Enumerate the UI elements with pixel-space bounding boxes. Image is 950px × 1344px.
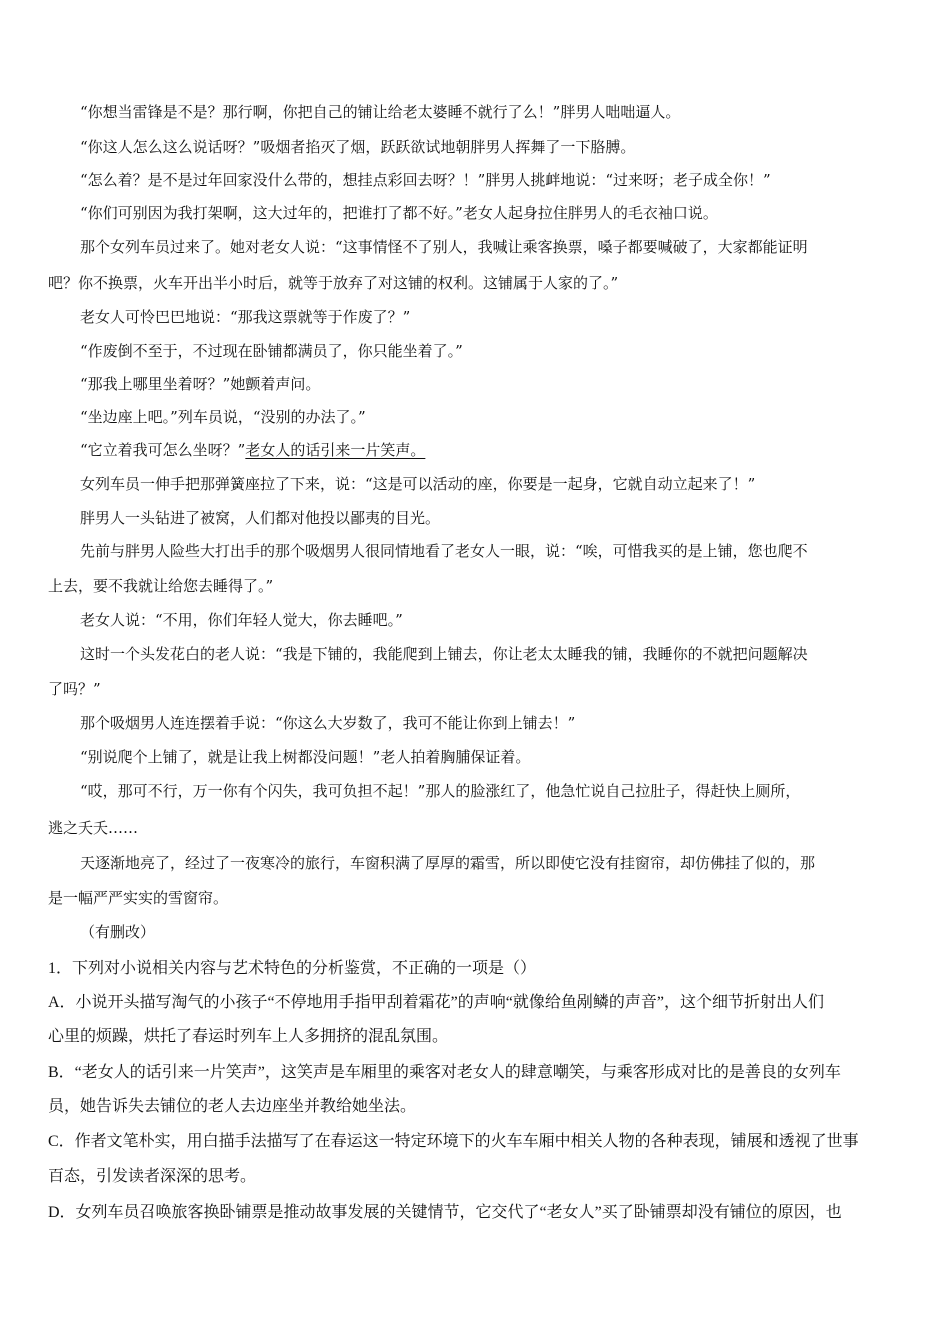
option-b: B．“老女人的话引来一片笑声”，这笑声是车厢里的乘客对老女人的肆意嘲笑，与乘客形成对比的是善良的女列车 (48, 1064, 841, 1081)
story-paragraph-continued: 逃之夭夭…… (48, 819, 139, 837)
story-paragraph: “别说爬个上铺了，就是让我上树都没问题！”老人拍着胸脯保证着。 (80, 748, 531, 766)
story-paragraph: “哎，那可不行，万一你有个闪失，我可负担不起！”那人的脸涨红了，他急忙说自己拉肚子，得赶快上厕所， (80, 782, 801, 800)
story-paragraph-continued: 上去，要不我就让给您去睡得了。” (48, 577, 274, 595)
option-c: C．作者文笔朴实，用白描手法描写了在春运这一特定环境下的火车车厢中相关人物的各种表现，铺展和透视了世事 (48, 1133, 859, 1150)
story-paragraph: 老女人说：“不用，你们年轻人觉大，你去睡吧。” (80, 611, 403, 629)
story-paragraph: 老女人可怜巴巴地说：“那我这票就等于作废了？” (80, 308, 411, 326)
source-note: （有删改） (80, 923, 156, 941)
story-paragraph-continued: 了吗？” (48, 680, 101, 698)
option-d: D．女列车员召唤旅客换卧铺票是推动故事发展的关键情节，它交代了“老女人”买了卧铺票却没有铺位的原因，也 (48, 1204, 842, 1221)
story-paragraph: 那个女列车员过来了。她对老女人说：“这事情怪不了别人，我喊让乘客换票，嗓子都要喊破了，大家都能证明 (80, 238, 808, 256)
story-paragraph: “你们可别因为我打架啊，这大过年的，把谁打了都不好。”老女人起身拉住胖男人的毛衣袖口说。 (80, 204, 718, 222)
story-paragraph: 先前与胖男人险些大打出手的那个吸烟男人很同情地看了老女人一眼，说：“唉，可惜我买的是上铺，您也爬不 (80, 542, 808, 560)
dialogue-text: “它立着我可怎么坐呀？” (80, 441, 246, 459)
story-paragraph-continued: 是一幅严严实实的雪窗帘。 (48, 889, 229, 907)
underlined-sentence: 老女人的话引来一片笑声。 (245, 441, 426, 459)
story-paragraph (80, 439, 425, 460)
story-paragraph: “那我上哪里坐着呀？”她颤着声问。 (80, 375, 321, 393)
story-paragraph: 女列车员一伸手把那弹簧座拉了下来，说：“这是可以活动的座，你要是一起身，它就自动立起来了！” (80, 475, 756, 493)
story-paragraph: “怎么着？是不是过年回家没什么带的，想挂点彩回去呀？！”胖男人挑衅地说：“过来呀；老子成全你！” (80, 171, 771, 189)
option-a-continued: 心里的烦躁，烘托了春运时列车上人多拥挤的混乱氛围。 (48, 1028, 449, 1045)
story-paragraph: “坐边座上吧。”列车员说，“没别的办法了。” (80, 408, 366, 426)
story-paragraph: 那个吸烟男人连连摆着手说：“你这么大岁数了，我可不能让你到上铺去！” (80, 714, 576, 732)
option-b-continued: 员，她告诉失去铺位的老人去边座坐并教给她坐法。 (48, 1098, 417, 1115)
option-c-continued: 百态，引发读者深深的思考。 (48, 1168, 257, 1185)
story-paragraph: 胖男人一头钻进了被窝，人们都对他投以鄙夷的目光。 (80, 509, 441, 527)
story-paragraph: “你想当雷锋是不是？那行啊，你把自己的铺让给老太婆睡不就行了么！”胖男人咄咄逼人。 (80, 103, 681, 121)
story-paragraph: “作废倒不至于，不过现在卧铺都满员了，你只能坐着了。” (80, 342, 463, 360)
story-paragraph-continued: 吧？你不换票，火车开出半小时后，就等于放弃了对这铺的权利。这铺属于人家的了。” (48, 274, 619, 292)
question-stem: 1．下列对小说相关内容与艺术特色的分析鉴赏，不正确的一项是（） (48, 960, 537, 977)
story-paragraph: 天逐渐地亮了，经过了一夜寒冷的旅行，车窗积满了厚厚的霜雪，所以即使它没有挂窗帘，却仿佛挂了似的，那 (80, 854, 816, 872)
story-paragraph: “你这人怎么这么说话呀？”吸烟者掐灭了烟，跃跃欲试地朝胖男人挥舞了一下胳膊。 (80, 138, 636, 156)
option-a: A．小说开头描写淘气的小孩子“不停地用手指甲刮着霜花”的声响“就像给鱼剐鳞的声音”，这个细节折射出人们 (48, 994, 824, 1011)
story-paragraph: 这时一个头发花白的老人说：“我是下铺的，我能爬到上铺去，你让老太太睡我的铺，我睡你的不就把问题解决 (80, 645, 808, 663)
